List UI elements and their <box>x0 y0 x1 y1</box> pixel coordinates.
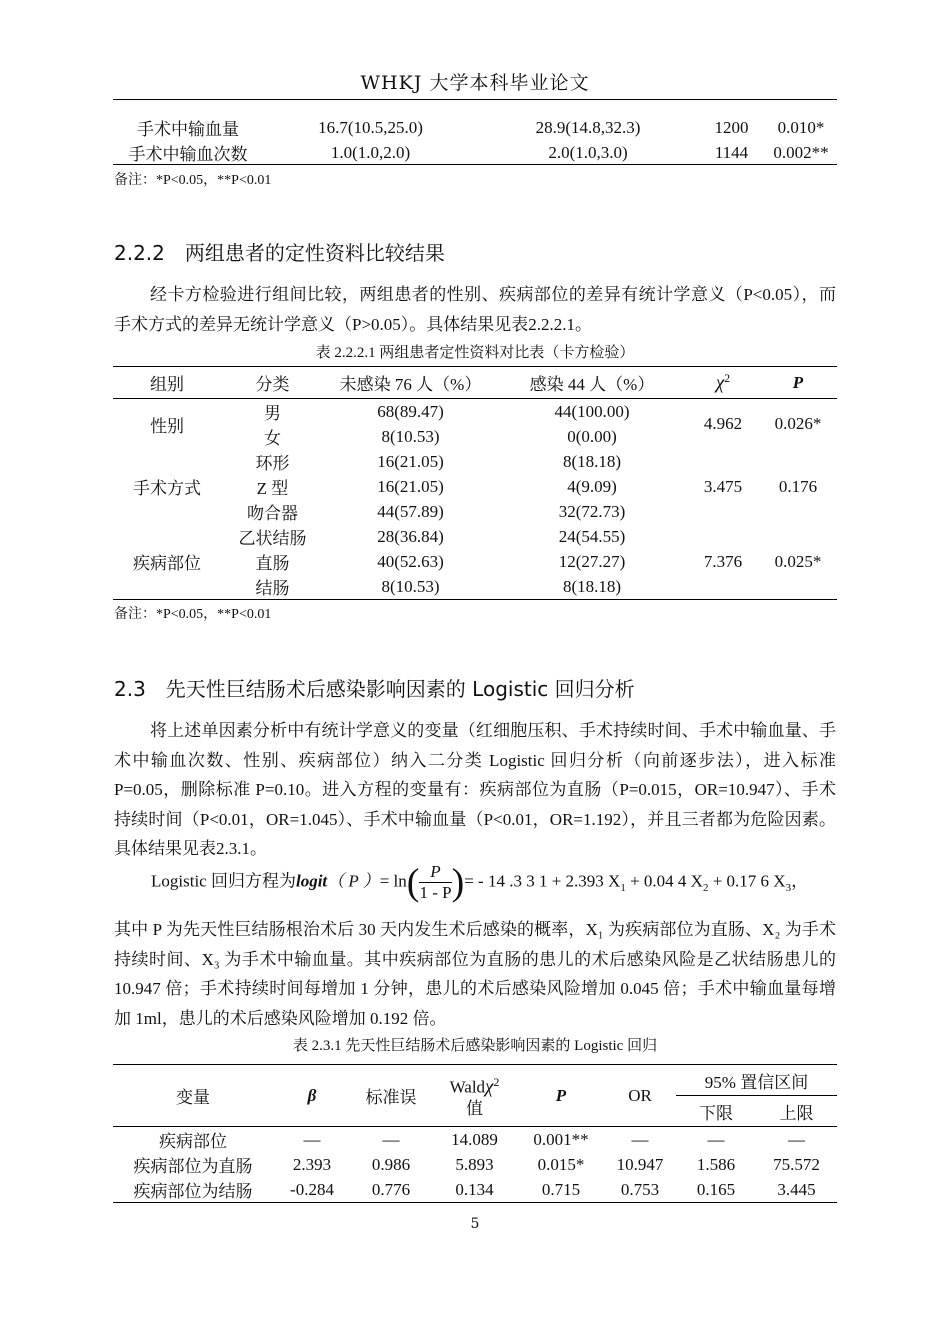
formula-eq: = ln <box>379 871 407 891</box>
table-cell: 8(18.18) <box>562 576 622 596</box>
table-cell: 32(72.73) <box>558 501 626 521</box>
table-cell: 2.0(1.0,3.0) <box>548 142 628 162</box>
table-cell: 1200 <box>714 117 749 137</box>
table-cell: 0.010* <box>777 117 825 137</box>
table-cell: 0.134 <box>455 1179 494 1199</box>
table-3-logistic <box>113 1064 837 1203</box>
table-1-bottom-rule <box>113 164 837 165</box>
table-cell: 8(18.18) <box>562 451 622 471</box>
formula-fraction: $\frac{P}{1 - P}$ <box>419 862 452 902</box>
table-cell: 0(0.00) <box>567 426 617 446</box>
chi2-value: 3.475 <box>703 476 743 496</box>
header-infected: 感染 44 人（%） <box>497 367 687 399</box>
table-3-caption: 表 2.3.1 先天性巨结肠术后感染影响因素的 Logistic 回归 <box>292 1038 658 1054</box>
table-cell: 8(10.53) <box>381 576 440 596</box>
header-se: 标准误 <box>351 1065 431 1127</box>
table-row <box>113 449 837 474</box>
table-cell: — <box>707 1129 725 1149</box>
table-cell: 1144 <box>714 142 749 162</box>
group-name: 疾病部位 <box>133 554 201 573</box>
table-row <box>113 1177 837 1203</box>
table-cell: — <box>788 1129 805 1149</box>
group-name: 性别 <box>150 416 184 436</box>
table-cell: 5.893 <box>455 1154 494 1174</box>
table-cell: 手术中输血量 <box>137 120 239 139</box>
table-row <box>113 140 837 165</box>
header-upper: 上限 <box>756 1096 837 1127</box>
table-cell: 16.7(10.5,25.0) <box>318 117 423 137</box>
formula-logit: logit <box>295 871 328 891</box>
table-cell: 0.753 <box>620 1179 660 1199</box>
table-cell: 0.776 <box>371 1179 411 1199</box>
table-cell: 28.9(14.8,32.3) <box>535 117 641 137</box>
table-cell: 疾病部位为结肠 <box>133 1182 253 1201</box>
table-2-qualitative <box>113 366 837 600</box>
logistic-formula: Logistic 回归方程为logit（ P ）= ln( $\frac{P}{1 - P}$ )= - 14 .3 3 1 + 2.393 $X_1 + 0.04$ 4 $X_2 + 0.17$ 6 $X_3$， <box>151 861 809 904</box>
table-row <box>113 399 837 425</box>
table-1-continuation <box>113 115 837 165</box>
table-row <box>113 1152 837 1177</box>
table-cell: 吻合器 <box>247 504 298 523</box>
table-cell: — <box>382 1129 400 1149</box>
chi-superscript: 2 <box>724 370 731 385</box>
chi-symbol: χ <box>715 372 725 394</box>
table-cell: 0.015* <box>537 1154 585 1174</box>
table-row <box>113 1127 837 1153</box>
table-2-caption: 表 2.2.2.1 两组患者定性资料对比表（卡方检验） <box>315 345 635 361</box>
header-category: 分类 <box>221 367 324 399</box>
table-cell: 44(57.89) <box>377 501 444 521</box>
chi2-value: 4.962 <box>703 414 743 433</box>
section-2-2-2-paragraph: 经卡方检验进行组间比较，两组患者的性别、疾病部位的差异有统计学意义（P<0.05），而手术方式的差异无统计学意义（P>0.05）。具体结果见表2.2.2.1。 <box>114 285 836 334</box>
table-cell: 乙状结肠 <box>238 529 307 548</box>
header-variable: 变量 <box>113 1065 273 1127</box>
header-wald: Waldχ$^2$ 值 <box>431 1065 518 1127</box>
section-2-3-paragraph-2: 其中 P 为先天性巨结肠根治术后 30 天内发生术后感染的概率，X₁ 为疾病部位为直肠、X₂ 为手术持续时间、X₃ 为手术中输血量。其中疾病部位为直肠的患儿的术后感染风险是乙状结肠患儿的 10.947 倍；手术持续时间每增加 1 分钟，患儿的术后感染风险增加 0.045 倍；手术中输血量每增加 1ml，患儿的术后感染风险增加 0.192 倍。 <box>114 920 836 1028</box>
table-cell: 疾病部位 <box>159 1132 227 1151</box>
table-cell: 68(89.47) <box>377 401 444 421</box>
table-cell: — <box>303 1129 321 1149</box>
chi2-value: 7.376 <box>703 551 743 571</box>
table-cell: 男 <box>264 404 281 423</box>
formula-lead: Logistic 回归方程为 <box>151 871 296 891</box>
header-p: P <box>759 367 837 399</box>
table-cell: 2.393 <box>292 1154 332 1174</box>
header-beta: β <box>273 1065 351 1127</box>
table-cell: 0.165 <box>696 1179 736 1199</box>
table-1-note: 备注：*P<0.05，**P<0.01 <box>114 173 272 188</box>
table-cell: 75.572 <box>773 1154 820 1174</box>
header-uninfected: 未感染 76 人（%） <box>324 367 497 399</box>
table-cell: 0.715 <box>541 1179 581 1199</box>
table-cell: 女 <box>264 429 281 448</box>
formula-rhs-1: = - 14 .3 3 1 + 2.393 X <box>464 871 621 891</box>
table-cell: 疾病部位为直肠 <box>133 1157 253 1176</box>
group-name: 手术方式 <box>133 479 201 498</box>
p-value: 0.176 <box>778 476 818 496</box>
table-cell: 0.001** <box>533 1129 589 1149</box>
table-2-note: 备注：*P<0.05，**P<0.01 <box>114 607 272 622</box>
header-group: 组别 <box>113 367 221 399</box>
section-2-3-paragraph-1: 将上述单因素分析中有统计学意义的变量（红细胞压积、手术持续时间、手术中输血量、手术中输血次数、性别、疾病部位）纳入二分类 Logistic 回归分析（向前逐步法），进入标准 P=0.05，删除标准 P=0.10。进入方程的变量有：疾病部位为直肠（P=0.015，OR=10.947）、手术持续时间（P<0.01，OR=1.045）、手术中输血量（P<0.01，OR=1.192），并且三者都为危险因素。具体结果见表2.3.1。 <box>114 721 836 858</box>
table-cell: 结肠 <box>255 579 290 598</box>
header-p: P <box>518 1065 604 1127</box>
table-cell: -0.284 <box>290 1179 334 1199</box>
table-cell: 28(36.84) <box>377 526 444 546</box>
table-cell: Z 型 <box>256 479 289 498</box>
header-chi-square <box>687 367 759 399</box>
table-cell: 40(52.63) <box>377 551 444 571</box>
header-rule <box>113 99 837 100</box>
table-row <box>113 115 837 140</box>
table-cell: 24(54.55) <box>558 526 626 546</box>
table-cell: 16(21.05) <box>377 476 444 496</box>
table-cell: 44(100.00) <box>554 401 630 421</box>
table-cell: 手术中输血次数 <box>128 145 248 164</box>
page-header-title: WHKJ 大学本科毕业论文 <box>360 72 590 94</box>
table-cell: 1.0(1.0,2.0) <box>330 142 411 162</box>
table-cell: 环形 <box>255 454 290 473</box>
table-cell: 1.586 <box>696 1154 736 1174</box>
table-cell: 3.445 <box>777 1179 816 1199</box>
table-cell: 直肠 <box>255 554 290 573</box>
table-cell: 14.089 <box>451 1129 498 1149</box>
header-lower: 下限 <box>676 1096 756 1127</box>
table-cell: 0.002** <box>773 142 829 162</box>
formula-rhs-3: + 0.17 6 X <box>708 871 786 891</box>
header-ci: 95% 置信区间 <box>676 1065 837 1096</box>
table-cell: 8(10.53) <box>381 426 440 446</box>
table-cell: — <box>631 1129 649 1149</box>
table-header-row <box>113 367 837 399</box>
p-value: 0.026* <box>774 414 822 433</box>
table-cell: 4(9.09) <box>567 476 617 496</box>
table-cell: 16(21.05) <box>377 451 444 471</box>
header-or: OR <box>604 1065 676 1127</box>
table-cell: 10.947 <box>616 1154 664 1174</box>
section-heading-2-3: 2.3 先天性巨结肠术后感染影响因素的 Logistic 回归分析 <box>114 677 635 701</box>
table-row <box>113 524 837 549</box>
section-heading-2-2-2: 2.2.2 两组患者的定性资料比较结果 <box>114 241 445 265</box>
table-header-row <box>113 1065 837 1096</box>
table-cell: 12(27.27) <box>558 551 626 571</box>
p-value: 0.025* <box>774 551 822 571</box>
formula-rhs-2: + 0.04 4 X <box>625 871 703 891</box>
table-cell: 0.986 <box>371 1154 411 1174</box>
formula-p: （ P ） <box>327 871 380 891</box>
page-number: 5 <box>470 1216 480 1232</box>
